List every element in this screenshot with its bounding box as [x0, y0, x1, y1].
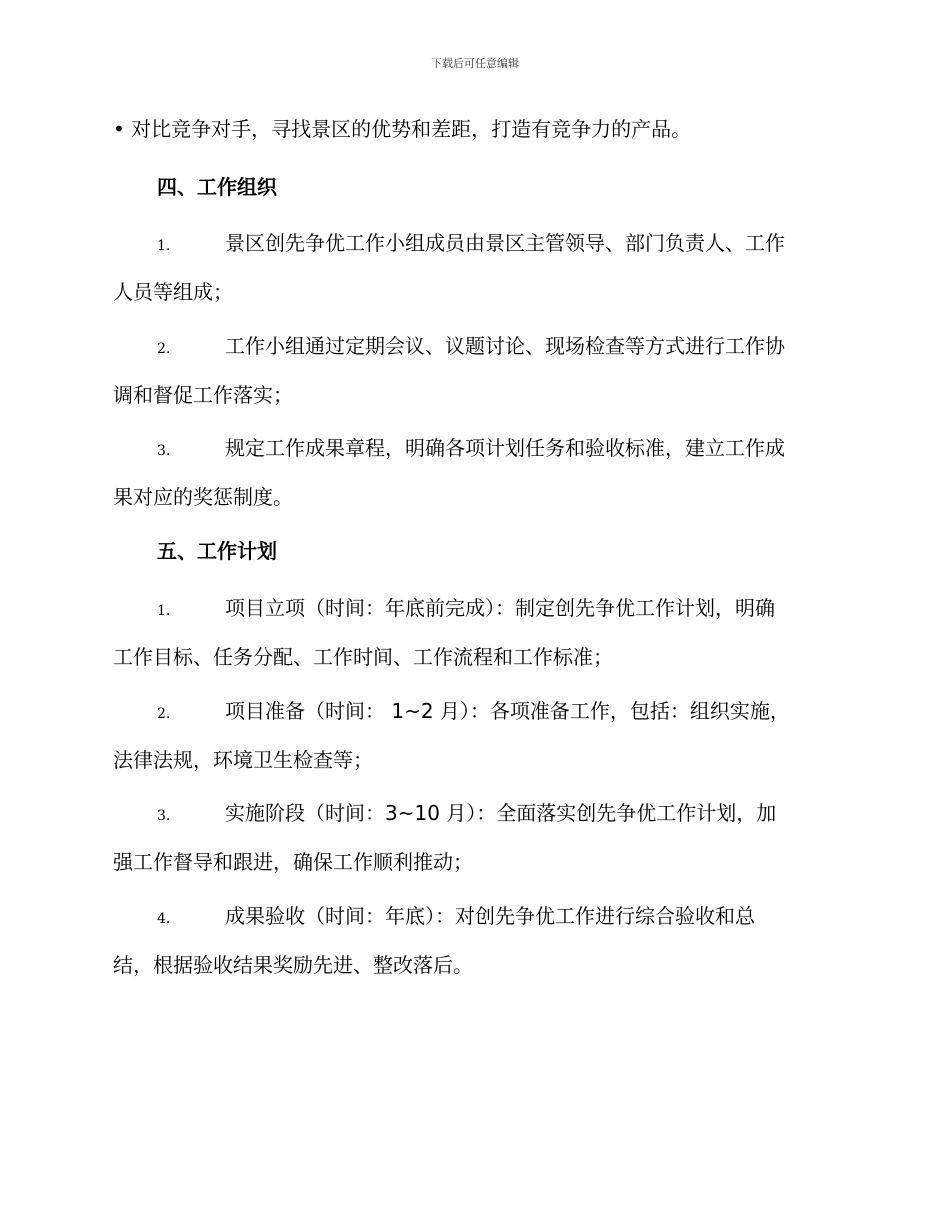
item-text-line2: 强工作督导和跟进，确保工作顺利推动；: [113, 850, 473, 874]
item-text-line1: 规定工作成果章程，明确各项计划任务和验收标准，建立工作成: [225, 436, 785, 460]
item-text-line1: 成果验收（时间：年底）：对创先争优工作进行综合验收和总: [225, 904, 755, 928]
item-number: 3.: [157, 808, 171, 824]
item-text-line2: 工作目标、任务分配、工作时间、工作流程和工作标准；: [113, 645, 613, 669]
section-heading-5: 五、工作计划: [157, 539, 277, 563]
list-item: [113, 893, 833, 988]
list-item: [113, 790, 833, 885]
page-header: 下载后可任意编辑: [431, 57, 519, 70]
item-text-line2: 法律法规，环境卫生检查等；: [113, 748, 373, 772]
bullet-text: • 对比竞争对手，寻找景区的优势和差距，打造有竞争力的产品。: [113, 117, 692, 141]
item-text-line2: 人员等组成；: [113, 280, 233, 304]
item-number: 2.: [157, 341, 171, 357]
item-number: 4.: [157, 911, 171, 927]
item-text-line2: 调和督促工作落实；: [113, 383, 293, 407]
item-text-line2: 果对应的奖惩制度。: [113, 485, 293, 509]
item-number: 2.: [157, 706, 171, 722]
item-text-line1: 景区创先争优工作小组成员由景区主管领导、部门负责人、工作: [225, 231, 785, 255]
list-item: [113, 425, 833, 520]
bullet-paragraph: [113, 106, 833, 152]
item-number: 3.: [157, 443, 171, 459]
item-text-line1: 工作小组通过定期会议、议题讨论、现场检查等方式进行工作协: [225, 334, 785, 358]
item-text-line1: 实施阶段（时间：3~10 月）：全面落实创先争优工作计划，加: [225, 801, 777, 825]
item-text-line2: 结，根据验收结果奖励先进、整改落后。: [113, 953, 473, 977]
list-item: [113, 688, 833, 783]
section-heading-4: 四、工作组织: [157, 175, 277, 199]
item-text-line1: 项目立项（时间：年底前完成）：制定创先争优工作计划，明确: [225, 596, 775, 620]
list-item: [113, 220, 833, 315]
list-item: [113, 323, 833, 418]
list-item: [113, 585, 833, 680]
item-number: 1.: [157, 238, 171, 254]
item-text-line1: 项目准备（时间： 1~2 月）：各项准备工作，包括：组织实施，: [225, 699, 790, 723]
item-number: 1.: [157, 603, 171, 619]
